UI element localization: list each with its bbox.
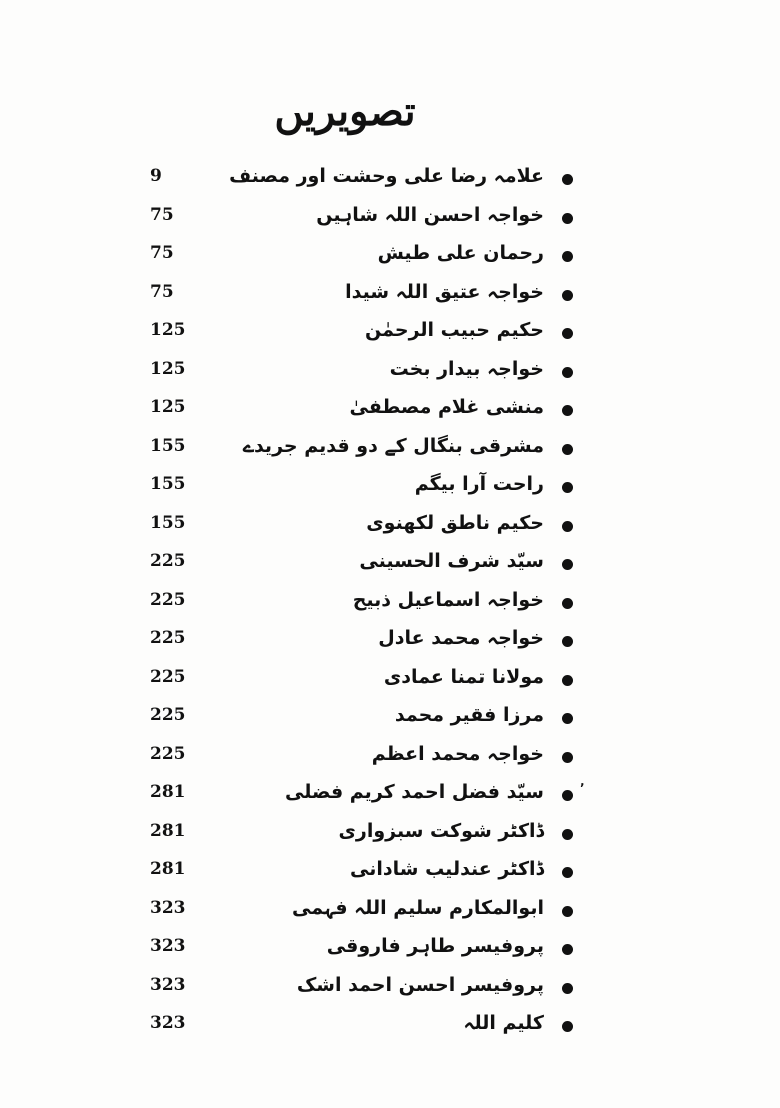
stray-ink-mark: ʼ bbox=[580, 781, 585, 795]
list-item bbox=[0, 736, 780, 776]
page-number: 9 bbox=[150, 166, 162, 186]
page-number: 125 bbox=[150, 320, 186, 340]
bullet-icon bbox=[562, 521, 573, 532]
entry-title: ڈاکٹر عندلیب شادانی bbox=[350, 858, 544, 880]
entry-title: مشرقی بنگال کے دو قدیم جریدے bbox=[242, 434, 544, 457]
page-number: 281 bbox=[150, 820, 186, 841]
page-number: 155 bbox=[150, 474, 186, 494]
page-number: 323 bbox=[150, 936, 186, 956]
bullet-icon bbox=[562, 636, 573, 647]
page-title: تصویریں bbox=[274, 88, 416, 135]
bullet-icon bbox=[562, 713, 573, 724]
page-number: 75 bbox=[150, 243, 174, 263]
bullet-icon bbox=[562, 1021, 573, 1032]
entry-title: کلیم اللہ bbox=[463, 1012, 544, 1034]
list-item bbox=[0, 851, 780, 891]
entry-title: پروفیسر طاہر فاروقی bbox=[326, 935, 544, 957]
bullet-icon bbox=[562, 405, 573, 416]
entry-title: خواجہ عتیق اللہ شیدا bbox=[345, 280, 544, 303]
bullet-icon bbox=[562, 559, 573, 570]
entry-title: مولانا تمنا عمادی bbox=[383, 665, 544, 688]
page-number: 75 bbox=[150, 281, 174, 302]
page-number: 155 bbox=[150, 435, 186, 456]
bullet-icon bbox=[562, 367, 573, 378]
entry-title: سیّد شرف الحسینی bbox=[359, 550, 544, 572]
list-item bbox=[0, 505, 780, 545]
entry-title: رحمان علی طیش bbox=[377, 242, 544, 264]
list-item bbox=[0, 582, 780, 622]
bullet-icon bbox=[562, 482, 573, 493]
list-item bbox=[0, 659, 780, 699]
bullet-icon bbox=[562, 251, 573, 262]
list-item bbox=[0, 620, 780, 660]
bullet-icon bbox=[562, 675, 573, 686]
list-item bbox=[0, 312, 780, 352]
entry-title: علامہ رضا علی وحشت اور مصنف bbox=[229, 165, 544, 187]
page-number: 225 bbox=[150, 589, 186, 610]
page-number: 225 bbox=[150, 551, 186, 571]
entry-title: ابوالمکارم سلیم اللہ فہمی bbox=[291, 896, 544, 919]
list-item bbox=[0, 890, 780, 930]
bullet-icon bbox=[562, 829, 573, 840]
list-item bbox=[0, 274, 780, 314]
page-number: 225 bbox=[150, 628, 186, 648]
list-item bbox=[0, 428, 780, 468]
bullet-icon bbox=[562, 906, 573, 917]
page-number: 323 bbox=[150, 974, 186, 995]
list-item bbox=[0, 543, 780, 583]
list-item bbox=[0, 389, 780, 429]
entry-title: خواجہ محمد عادل bbox=[378, 627, 544, 649]
entry-title: حکیم حبیب الرحمٰن bbox=[365, 319, 544, 341]
page-number: 225 bbox=[150, 666, 186, 687]
bullet-icon bbox=[562, 944, 573, 955]
page-number: 323 bbox=[150, 897, 186, 918]
entry-title: خواجہ احسن اللہ شاہیں bbox=[316, 203, 544, 226]
page-number: 225 bbox=[150, 743, 186, 764]
list-item bbox=[0, 967, 780, 1007]
bullet-icon bbox=[562, 867, 573, 878]
entry-title: سیّد فضل احمد کریم فضلی bbox=[285, 781, 544, 803]
page-number: 125 bbox=[150, 358, 186, 379]
page-number: 281 bbox=[150, 859, 186, 879]
entry-title: پروفیسر احسن احمد اشک bbox=[296, 973, 544, 996]
list-item bbox=[0, 774, 780, 814]
list-item bbox=[0, 351, 780, 391]
entry-title: راحت آرا بیگم bbox=[414, 473, 544, 495]
bullet-icon bbox=[562, 444, 573, 455]
entry-title: ڈاکٹر شوکت سبزواری bbox=[338, 819, 544, 842]
bullet-icon bbox=[562, 290, 573, 301]
bullet-icon bbox=[562, 328, 573, 339]
list-item bbox=[0, 928, 780, 968]
bullet-icon bbox=[562, 598, 573, 609]
entry-title: خواجہ اسماعیل ذبیح bbox=[352, 588, 544, 611]
entry-title: خواجہ بیدار بخت bbox=[389, 357, 544, 380]
page-number: 225 bbox=[150, 705, 186, 725]
page-number: 323 bbox=[150, 1013, 186, 1033]
entry-title: حکیم ناطق لکھنوی bbox=[366, 511, 544, 534]
list-item bbox=[0, 235, 780, 275]
entry-title: منشی غلام مصطفیٰ bbox=[349, 396, 544, 418]
entry-title: مرزا فقیر محمد bbox=[394, 704, 544, 726]
list-item bbox=[0, 1005, 780, 1045]
bullet-icon bbox=[562, 213, 573, 224]
list-item bbox=[0, 466, 780, 506]
bullet-icon bbox=[562, 752, 573, 763]
bullet-icon bbox=[562, 174, 573, 185]
list-item bbox=[0, 813, 780, 853]
page-number: 75 bbox=[150, 204, 174, 225]
bullet-icon bbox=[562, 983, 573, 994]
list-item bbox=[0, 697, 780, 737]
list-item bbox=[0, 197, 780, 237]
page-number: 125 bbox=[150, 397, 186, 417]
list-item bbox=[0, 158, 780, 198]
page-number: 281 bbox=[150, 782, 186, 802]
entry-title: خواجہ محمد اعظم bbox=[371, 742, 544, 765]
bullet-icon bbox=[562, 790, 573, 801]
page-number: 155 bbox=[150, 512, 186, 533]
